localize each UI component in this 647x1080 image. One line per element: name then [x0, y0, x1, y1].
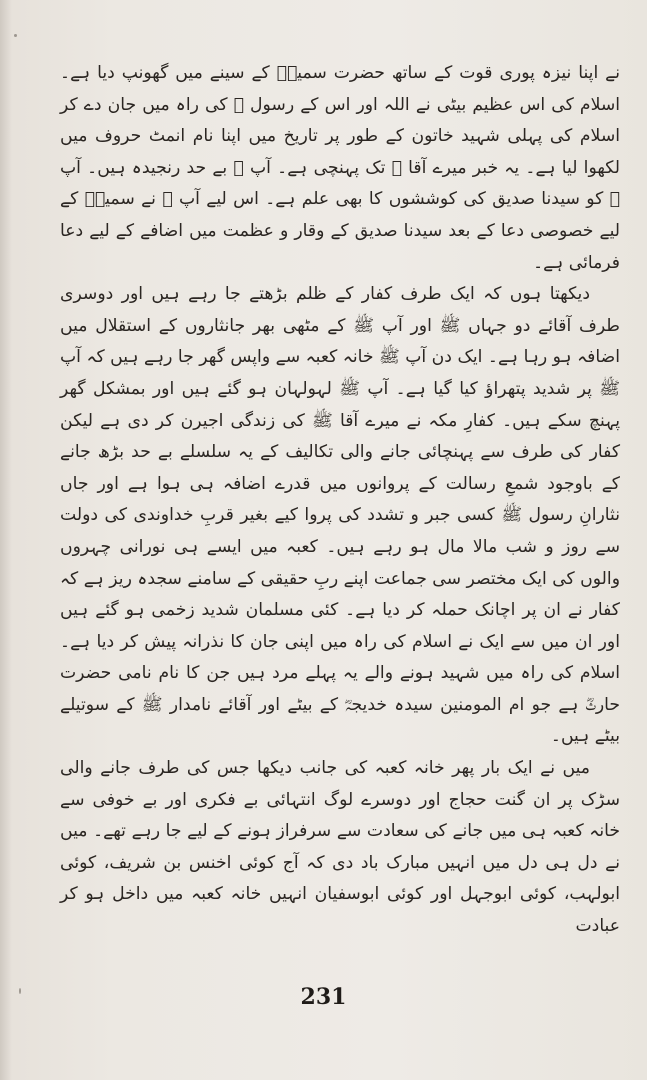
paragraph-1: نے اپنا نیزہ پوری قوت کے ساتھ حضرت سمیہؓ کے سینے میں گھونپ دیا ہے۔ اسلام کی اس عظیم بیٹی نے اللہ اور اس کے رسول ﷺ کی راہ میں جان دے کر اسلام کی پہلی شہید خاتون کے طور پر تاریخ میں اپنا نام انمٹ حروف میں لکھوا لیا ہے۔ یہ خبر میرے آقا ﷺ تک پہنچی ہے۔ آپ ﷺ بے حد رنجیدہ ہیں۔ آپ ﷺ کو سیدنا صدیق کی کوششوں کا بھی علم ہے۔ اس لیے آپ ﷺ نے سمیہؓ کے لیے خصوصی دعا کے بعد سیدنا صدیق کے وقار و عظمت میں اضافے کے لیے دعا فرمائی ہے۔	[60, 63, 620, 273]
paragraph-2: دیکھتا ہوں کہ ایک طرف کفار کے ظلم بڑھتے جا رہے ہیں اور دوسری طرف آقائے دو جہاں ﷺ اور آپ ﷺ کے مٹھی بھر جانثاروں کے استقلال میں اضافہ ہو رہا ہے۔ ایک دن آپ ﷺ خانہ کعبہ سے واپس گھر جا رہے ہیں کہ آپ ﷺ پر شدید پتھراؤ کیا گیا ہے۔ آپ ﷺ لہولہان ہو گئے ہیں اور بمشکل گھر پہنچ سکے ہیں۔ کفارِ مکہ نے میرے آقا ﷺ کی زندگی اجیرن کر دی ہے لیکن کفار کی طرف سے پہنچائی جانے والی تکالیف کے یہ سلسلے بے حد بڑھ جانے کے باوجود شمعِ رسالت کے پروانوں میں قدرے اضافہ ہی ہوا ہے اور جاں نثارانِ رسول ﷺ کسی جبر و تشدد کی پروا کیے بغیر قربِ خداوندی کی دولت سے روز و شب مالا مال ہو رہے ہیں۔ کعبہ میں ایسے ہی نورانی چہروں والوں کی ایک مختصر سی جماعت اپنے ربِ حقیقی کے سامنے سجدہ ریز ہے کہ کفار نے ان پر اچانک حملہ کر دیا ہے۔ کئی مسلمان شدید زخمی ہو گئے ہیں اور ان میں سے ایک نے اسلام کی راہ میں اپنی جان کا نذرانہ پیش کر دیا ہے۔ اسلام کی راہ میں شہید ہونے والے یہ پہلے مرد ہیں جن کا نام نامی حضرت حارثؓ ہے جو ام المومنین سیدہ خدیجہؓ کے بیٹے اور آقائے نامدار ﷺ کے سوتیلے بیٹے ہیں۔	[59, 284, 620, 747]
paper-speck	[14, 34, 17, 37]
paragraph-3: میں نے ایک بار پھر خانہ کعبہ کی جانب دیکھا جس کی طرف جانے والی سڑک پر ان گنت حجاج اور دوسرے لوگ انتہائی بے فکری اور بے خوفی سے خانہ کعبہ ہی میں جانے کی سعادت سے سرفراز ہونے کے لیے جا رہے تھے۔ میں نے دل ہی دل میں انہیں مبارک باد دی کہ آج کوئی اخنس بن شریف، کوئی ابولہب، کوئی ابوجہل اور کوئی ابوسفیان انہیں خانہ کعبہ میں داخل ہو کر عبادت	[60, 758, 620, 937]
body-text	[60, 58, 620, 943]
page-number: 231	[300, 984, 347, 1010]
